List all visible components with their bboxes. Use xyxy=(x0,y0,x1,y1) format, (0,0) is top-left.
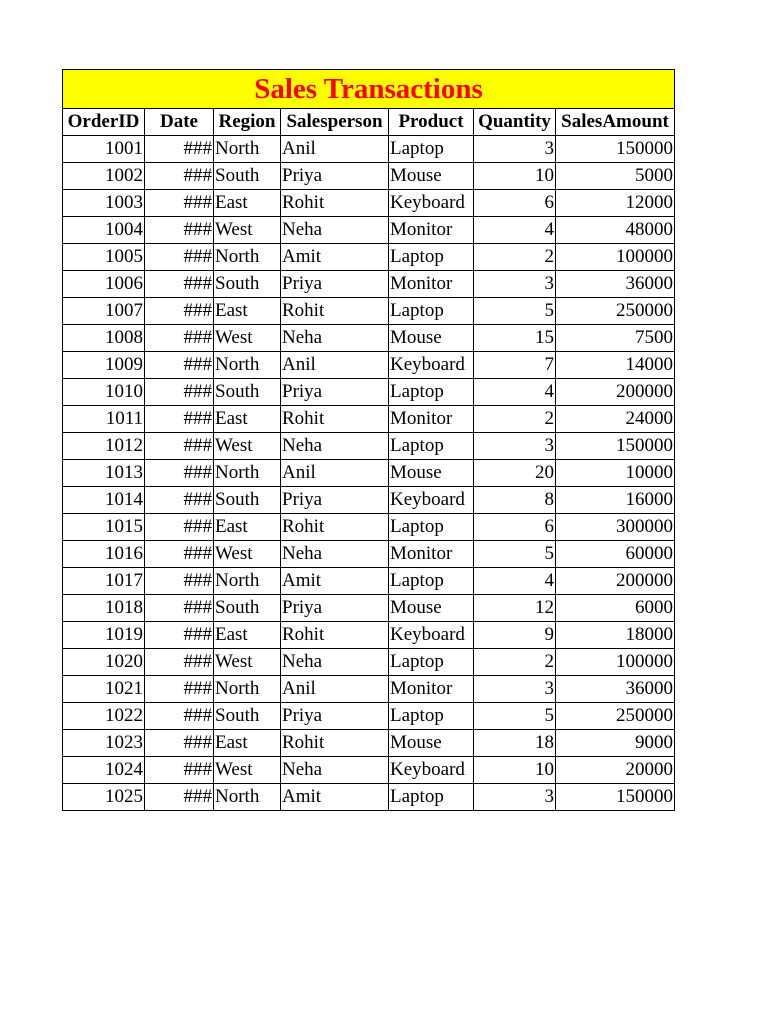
cell-sales-amount[interactable]: 250000 xyxy=(556,298,675,325)
cell-region[interactable]: North xyxy=(214,568,281,595)
cell-salesperson[interactable]: Neha xyxy=(281,541,389,568)
cell-region[interactable]: West xyxy=(214,757,281,784)
cell-sales-amount[interactable]: 20000 xyxy=(556,757,675,784)
header-row xyxy=(63,109,675,136)
cell-region[interactable]: East xyxy=(214,190,281,217)
cell-product[interactable]: Mouse xyxy=(389,595,474,622)
cell-date[interactable]: ### xyxy=(145,541,214,568)
cell-order-id[interactable]: 1013 xyxy=(63,460,145,487)
table-row xyxy=(63,541,675,568)
cell-product[interactable]: Monitor xyxy=(389,541,474,568)
cell-sales-amount[interactable]: 48000 xyxy=(556,217,675,244)
cell-quantity[interactable]: 6 xyxy=(474,514,556,541)
cell-sales-amount[interactable]: 12000 xyxy=(556,190,675,217)
cell-region[interactable]: South xyxy=(214,487,281,514)
cell-sales-amount[interactable]: 250000 xyxy=(556,703,675,730)
cell-region[interactable]: East xyxy=(214,622,281,649)
column-header-salesperson[interactable]: Salesperson xyxy=(281,109,389,136)
column-header-product[interactable]: Product xyxy=(389,109,474,136)
cell-salesperson[interactable]: Priya xyxy=(281,487,389,514)
cell-date[interactable]: ### xyxy=(145,190,214,217)
cell-region[interactable]: East xyxy=(214,298,281,325)
cell-salesperson[interactable]: Rohit xyxy=(281,514,389,541)
cell-salesperson[interactable]: Amit xyxy=(281,568,389,595)
table-row xyxy=(63,244,675,271)
cell-product[interactable]: Monitor xyxy=(389,271,474,298)
cell-product[interactable]: Laptop xyxy=(389,649,474,676)
sheet-title[interactable]: Sales Transactions xyxy=(63,70,675,109)
cell-quantity[interactable]: 3 xyxy=(474,784,556,811)
cell-region[interactable]: West xyxy=(214,433,281,460)
cell-product[interactable]: Monitor xyxy=(389,217,474,244)
cell-salesperson[interactable]: Anil xyxy=(281,352,389,379)
table-row xyxy=(63,433,675,460)
table-row xyxy=(63,703,675,730)
cell-order-id[interactable]: 1019 xyxy=(63,622,145,649)
table-row xyxy=(63,136,675,163)
table-row xyxy=(63,460,675,487)
column-header-date[interactable]: Date xyxy=(145,109,214,136)
cell-order-id[interactable]: 1018 xyxy=(63,595,145,622)
cell-region[interactable]: South xyxy=(214,379,281,406)
cell-region[interactable]: South xyxy=(214,163,281,190)
cell-sales-amount[interactable]: 36000 xyxy=(556,271,675,298)
cell-product[interactable]: Mouse xyxy=(389,730,474,757)
cell-salesperson[interactable]: Neha xyxy=(281,757,389,784)
cell-quantity[interactable]: 6 xyxy=(474,190,556,217)
cell-product[interactable]: Monitor xyxy=(389,406,474,433)
cell-product[interactable]: Laptop xyxy=(389,136,474,163)
cell-region[interactable]: West xyxy=(214,217,281,244)
cell-sales-amount[interactable]: 24000 xyxy=(556,406,675,433)
cell-region[interactable]: East xyxy=(214,514,281,541)
cell-date[interactable]: ### xyxy=(145,217,214,244)
cell-order-id[interactable]: 1011 xyxy=(63,406,145,433)
cell-order-id[interactable]: 1012 xyxy=(63,433,145,460)
cell-product[interactable]: Laptop xyxy=(389,703,474,730)
cell-salesperson[interactable]: Neha xyxy=(281,649,389,676)
cell-region[interactable]: North xyxy=(214,460,281,487)
cell-quantity[interactable]: 2 xyxy=(474,406,556,433)
cell-quantity[interactable]: 3 xyxy=(474,676,556,703)
column-header-order-id[interactable]: OrderID xyxy=(63,109,145,136)
cell-quantity[interactable]: 8 xyxy=(474,487,556,514)
cell-date[interactable]: ### xyxy=(145,460,214,487)
cell-salesperson[interactable]: Rohit xyxy=(281,190,389,217)
cell-region[interactable]: North xyxy=(214,784,281,811)
title-row xyxy=(63,70,675,109)
cell-region[interactable]: South xyxy=(214,703,281,730)
table-row xyxy=(63,406,675,433)
cell-salesperson[interactable]: Priya xyxy=(281,163,389,190)
cell-sales-amount[interactable]: 100000 xyxy=(556,244,675,271)
cell-product[interactable]: Keyboard xyxy=(389,622,474,649)
cell-salesperson[interactable]: Priya xyxy=(281,703,389,730)
sales-transactions-table xyxy=(62,69,675,811)
cell-region[interactable]: West xyxy=(214,649,281,676)
table-row xyxy=(63,298,675,325)
cell-order-id[interactable]: 1010 xyxy=(63,379,145,406)
cell-region[interactable]: East xyxy=(214,730,281,757)
table-row xyxy=(63,514,675,541)
cell-date[interactable]: ### xyxy=(145,271,214,298)
cell-order-id[interactable]: 1023 xyxy=(63,730,145,757)
cell-quantity[interactable]: 4 xyxy=(474,379,556,406)
cell-quantity[interactable]: 5 xyxy=(474,541,556,568)
cell-date[interactable]: ### xyxy=(145,433,214,460)
cell-sales-amount[interactable]: 200000 xyxy=(556,568,675,595)
cell-quantity[interactable]: 4 xyxy=(474,217,556,244)
cell-product[interactable]: Mouse xyxy=(389,325,474,352)
cell-product[interactable]: Laptop xyxy=(389,244,474,271)
cell-salesperson[interactable]: Rohit xyxy=(281,622,389,649)
cell-salesperson[interactable]: Priya xyxy=(281,379,389,406)
cell-salesperson[interactable]: Rohit xyxy=(281,406,389,433)
cell-salesperson[interactable]: Rohit xyxy=(281,298,389,325)
cell-salesperson[interactable]: Rohit xyxy=(281,730,389,757)
table-row xyxy=(63,271,675,298)
cell-sales-amount[interactable]: 10000 xyxy=(556,460,675,487)
column-header-sales-amount[interactable]: SalesAmount xyxy=(556,109,675,136)
cell-order-id[interactable]: 1007 xyxy=(63,298,145,325)
cell-quantity[interactable]: 7 xyxy=(474,352,556,379)
cell-sales-amount[interactable]: 60000 xyxy=(556,541,675,568)
cell-quantity[interactable]: 2 xyxy=(474,244,556,271)
cell-sales-amount[interactable]: 200000 xyxy=(556,379,675,406)
cell-order-id[interactable]: 1024 xyxy=(63,757,145,784)
cell-order-id[interactable]: 1003 xyxy=(63,190,145,217)
table-row xyxy=(63,757,675,784)
cell-date[interactable]: ### xyxy=(145,163,214,190)
cell-product[interactable]: Monitor xyxy=(389,676,474,703)
cell-order-id[interactable]: 1004 xyxy=(63,217,145,244)
cell-salesperson[interactable]: Priya xyxy=(281,595,389,622)
cell-sales-amount[interactable]: 5000 xyxy=(556,163,675,190)
column-header-quantity[interactable]: Quantity xyxy=(474,109,556,136)
cell-quantity[interactable]: 3 xyxy=(474,271,556,298)
cell-region[interactable]: West xyxy=(214,541,281,568)
cell-product[interactable]: Keyboard xyxy=(389,757,474,784)
cell-sales-amount[interactable]: 150000 xyxy=(556,433,675,460)
cell-date[interactable]: ### xyxy=(145,244,214,271)
cell-salesperson[interactable]: Anil xyxy=(281,136,389,163)
table-row xyxy=(63,379,675,406)
cell-region[interactable]: West xyxy=(214,325,281,352)
cell-sales-amount[interactable]: 6000 xyxy=(556,595,675,622)
table-row xyxy=(63,784,675,811)
cell-product[interactable]: Mouse xyxy=(389,460,474,487)
cell-date[interactable]: ### xyxy=(145,325,214,352)
cell-sales-amount[interactable]: 14000 xyxy=(556,352,675,379)
cell-quantity[interactable]: 2 xyxy=(474,649,556,676)
cell-region[interactable]: South xyxy=(214,271,281,298)
table-row xyxy=(63,190,675,217)
cell-order-id[interactable]: 1001 xyxy=(63,136,145,163)
cell-order-id[interactable]: 1022 xyxy=(63,703,145,730)
cell-salesperson[interactable]: Anil xyxy=(281,460,389,487)
cell-salesperson[interactable]: Neha xyxy=(281,433,389,460)
cell-quantity[interactable]: 12 xyxy=(474,595,556,622)
table-row xyxy=(63,622,675,649)
cell-sales-amount[interactable]: 9000 xyxy=(556,730,675,757)
cell-order-id[interactable]: 1020 xyxy=(63,649,145,676)
cell-order-id[interactable]: 1006 xyxy=(63,271,145,298)
cell-product[interactable]: Laptop xyxy=(389,379,474,406)
cell-sales-amount[interactable]: 16000 xyxy=(556,487,675,514)
cell-product[interactable]: Laptop xyxy=(389,514,474,541)
cell-salesperson[interactable]: Anil xyxy=(281,676,389,703)
cell-product[interactable]: Keyboard xyxy=(389,487,474,514)
cell-sales-amount[interactable]: 150000 xyxy=(556,136,675,163)
cell-product[interactable]: Laptop xyxy=(389,433,474,460)
cell-sales-amount[interactable]: 300000 xyxy=(556,514,675,541)
table-row xyxy=(63,325,675,352)
cell-product[interactable]: Laptop xyxy=(389,298,474,325)
cell-product[interactable]: Laptop xyxy=(389,784,474,811)
cell-sales-amount[interactable]: 18000 xyxy=(556,622,675,649)
cell-order-id[interactable]: 1002 xyxy=(63,163,145,190)
cell-product[interactable]: Mouse xyxy=(389,163,474,190)
cell-quantity[interactable]: 5 xyxy=(474,703,556,730)
cell-product[interactable]: Keyboard xyxy=(389,190,474,217)
cell-date[interactable]: ### xyxy=(145,487,214,514)
table-row xyxy=(63,595,675,622)
cell-order-id[interactable]: 1005 xyxy=(63,244,145,271)
cell-region[interactable]: East xyxy=(214,406,281,433)
cell-order-id[interactable]: 1017 xyxy=(63,568,145,595)
column-header-region[interactable]: Region xyxy=(214,109,281,136)
cell-date[interactable]: ### xyxy=(145,136,214,163)
table-row xyxy=(63,217,675,244)
cell-product[interactable]: Laptop xyxy=(389,568,474,595)
cell-salesperson[interactable]: Neha xyxy=(281,217,389,244)
cell-salesperson[interactable]: Amit xyxy=(281,244,389,271)
cell-date[interactable]: ### xyxy=(145,406,214,433)
cell-date[interactable]: ### xyxy=(145,595,214,622)
cell-date[interactable]: ### xyxy=(145,703,214,730)
cell-quantity[interactable]: 10 xyxy=(474,757,556,784)
cell-salesperson[interactable]: Amit xyxy=(281,784,389,811)
cell-order-id[interactable]: 1015 xyxy=(63,514,145,541)
cell-quantity[interactable]: 5 xyxy=(474,298,556,325)
cell-order-id[interactable]: 1016 xyxy=(63,541,145,568)
cell-region[interactable]: North xyxy=(214,244,281,271)
cell-sales-amount[interactable]: 100000 xyxy=(556,649,675,676)
table-body xyxy=(63,136,675,811)
table-row xyxy=(63,568,675,595)
cell-date[interactable]: ### xyxy=(145,784,214,811)
table-row xyxy=(63,352,675,379)
table-row xyxy=(63,163,675,190)
cell-order-id[interactable]: 1008 xyxy=(63,325,145,352)
cell-quantity[interactable]: 10 xyxy=(474,163,556,190)
cell-sales-amount[interactable]: 7500 xyxy=(556,325,675,352)
cell-salesperson[interactable]: Neha xyxy=(281,325,389,352)
cell-quantity[interactable]: 15 xyxy=(474,325,556,352)
cell-date[interactable]: ### xyxy=(145,514,214,541)
cell-date[interactable]: ### xyxy=(145,649,214,676)
cell-order-id[interactable]: 1025 xyxy=(63,784,145,811)
cell-product[interactable]: Keyboard xyxy=(389,352,474,379)
cell-quantity[interactable]: 3 xyxy=(474,433,556,460)
cell-quantity[interactable]: 18 xyxy=(474,730,556,757)
cell-sales-amount[interactable]: 36000 xyxy=(556,676,675,703)
cell-region[interactable]: North xyxy=(214,676,281,703)
cell-region[interactable]: South xyxy=(214,595,281,622)
cell-region[interactable]: North xyxy=(214,136,281,163)
table-row xyxy=(63,730,675,757)
cell-salesperson[interactable]: Priya xyxy=(281,271,389,298)
table-row xyxy=(63,649,675,676)
cell-order-id[interactable]: 1014 xyxy=(63,487,145,514)
cell-sales-amount[interactable]: 150000 xyxy=(556,784,675,811)
cell-date[interactable]: ### xyxy=(145,730,214,757)
cell-region[interactable]: North xyxy=(214,352,281,379)
cell-quantity[interactable]: 4 xyxy=(474,568,556,595)
cell-date[interactable]: ### xyxy=(145,352,214,379)
cell-date[interactable]: ### xyxy=(145,379,214,406)
cell-date[interactable]: ### xyxy=(145,757,214,784)
cell-date[interactable]: ### xyxy=(145,298,214,325)
cell-date[interactable]: ### xyxy=(145,676,214,703)
cell-quantity[interactable]: 20 xyxy=(474,460,556,487)
cell-order-id[interactable]: 1021 xyxy=(63,676,145,703)
cell-quantity[interactable]: 9 xyxy=(474,622,556,649)
cell-quantity[interactable]: 3 xyxy=(474,136,556,163)
cell-date[interactable]: ### xyxy=(145,568,214,595)
cell-order-id[interactable]: 1009 xyxy=(63,352,145,379)
cell-date[interactable]: ### xyxy=(145,622,214,649)
table-row xyxy=(63,487,675,514)
table-row xyxy=(63,676,675,703)
